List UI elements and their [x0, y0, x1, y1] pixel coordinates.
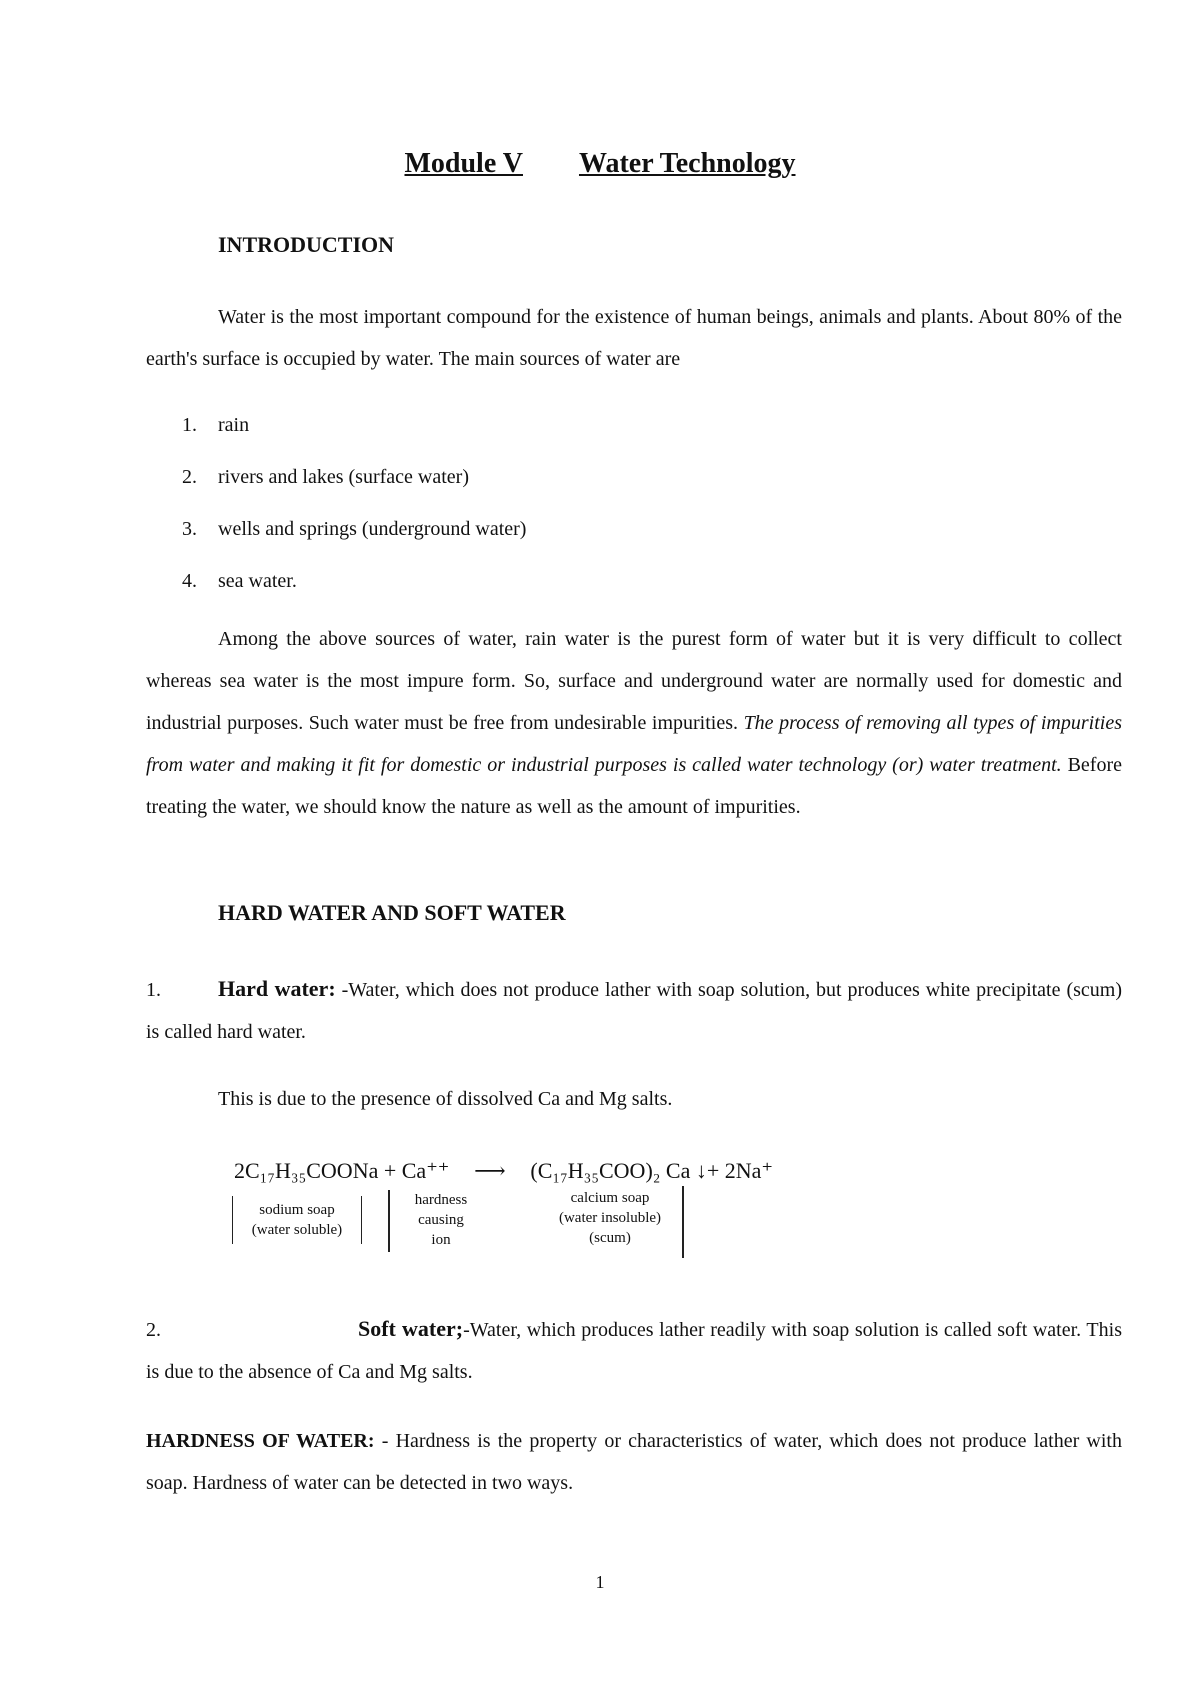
page-title	[0, 148, 1200, 180]
intro-heading: INTRODUCTION	[218, 232, 395, 257]
list-text: rivers and lakes (surface water)	[218, 466, 469, 488]
equation-reactants: 2C₁₇H₃₅COONa + Ca⁺⁺	[234, 1158, 450, 1183]
saponification-equation	[234, 1158, 773, 1184]
hard-soft-heading: HARD WATER AND SOFT WATER	[218, 900, 566, 925]
list-number: 2.	[182, 466, 197, 488]
intro-paragraph	[146, 296, 1122, 380]
item-number: 1.	[146, 979, 161, 1001]
list-number: 3.	[182, 518, 197, 540]
hard-water-text: -Water, which does not produce lather with soap solution, but produces white precipitate (scum) is called hard water.	[146, 979, 1122, 1043]
hardness-paragraph	[146, 1420, 1122, 1504]
note-text: This is due to the presence of dissolved Ca and Mg salts.	[218, 1088, 673, 1110]
page-number: 1	[595, 1572, 605, 1592]
soft-water-label: Soft water;	[358, 1316, 464, 1341]
label-line: (scum)	[589, 1230, 631, 1246]
paragraph-text: Among the above sources of water, rain water is the purest form of water but it is very difficult to collect whereas sea water is the most impure form. So, surface and underground water are normally used for domestic and industrial purposes. Such water must be free from undesirable impurities.	[146, 628, 1122, 734]
list-item	[182, 518, 526, 541]
label-line: causing	[418, 1212, 464, 1228]
hard-water-note	[146, 1078, 1122, 1120]
hardness-text: - Hardness is the property or characteristics of water, which does not produce lather with soap. Hardness of water can be detected in two ways.	[146, 1430, 1122, 1494]
list-number: 1.	[182, 414, 197, 436]
title-subject: Water Technology	[578, 148, 796, 179]
label-hardness-ion	[396, 1190, 486, 1250]
list-item	[182, 466, 469, 489]
label-line: hardness	[414, 1192, 468, 1208]
label-line: calcium soap	[570, 1190, 650, 1206]
paragraph-text: Before treating the water, we should know the nature as well as the amount of impurities.	[146, 754, 1122, 818]
reaction-arrow: ⟶	[474, 1158, 506, 1183]
list-text: sea water.	[218, 570, 297, 592]
list-item	[182, 570, 297, 593]
hardness-label: HARDNESS OF WATER:	[146, 1430, 375, 1452]
item-number: 2.	[146, 1319, 161, 1341]
title-module: Module V	[404, 148, 523, 179]
list-text: rain	[218, 414, 250, 436]
label-line: (water insoluble)	[558, 1210, 662, 1226]
label-line: (water soluble)	[251, 1222, 343, 1238]
bracket-ion	[388, 1190, 390, 1252]
label-sodium-soap	[236, 1200, 358, 1240]
bracket-calcium-soap	[682, 1186, 684, 1258]
soft-water-text: -Water, which produces lather readily with soap solution is called soft water. This is due to the absence of Ca and Mg salts.	[146, 1319, 1122, 1383]
label-calcium-soap	[540, 1188, 680, 1248]
hard-water-label: Hard water:	[218, 976, 336, 1001]
label-line: ion	[431, 1232, 451, 1248]
definition-text: The process of removing all types of impurities from water and making it fit for domestic or industrial purposes is called water technology (or) water treatment.	[146, 712, 1122, 776]
list-number: 4.	[182, 570, 197, 592]
label-line: sodium soap	[259, 1202, 335, 1218]
intro-paragraph-text: Water is the most important compound for the existence of human beings, animals and plants. About 80% of the earth's surface is occupied by water. The main sources of water are	[146, 306, 1122, 370]
list-text: wells and springs (underground water)	[218, 518, 527, 540]
soft-water-paragraph	[146, 1308, 1122, 1393]
hard-water-paragraph	[146, 968, 1122, 1053]
list-item	[182, 414, 249, 437]
impurities-paragraph	[146, 618, 1122, 828]
equation-products: (C₁₇H₃₅COO)₂ Ca ↓+ 2Na⁺	[530, 1158, 774, 1183]
